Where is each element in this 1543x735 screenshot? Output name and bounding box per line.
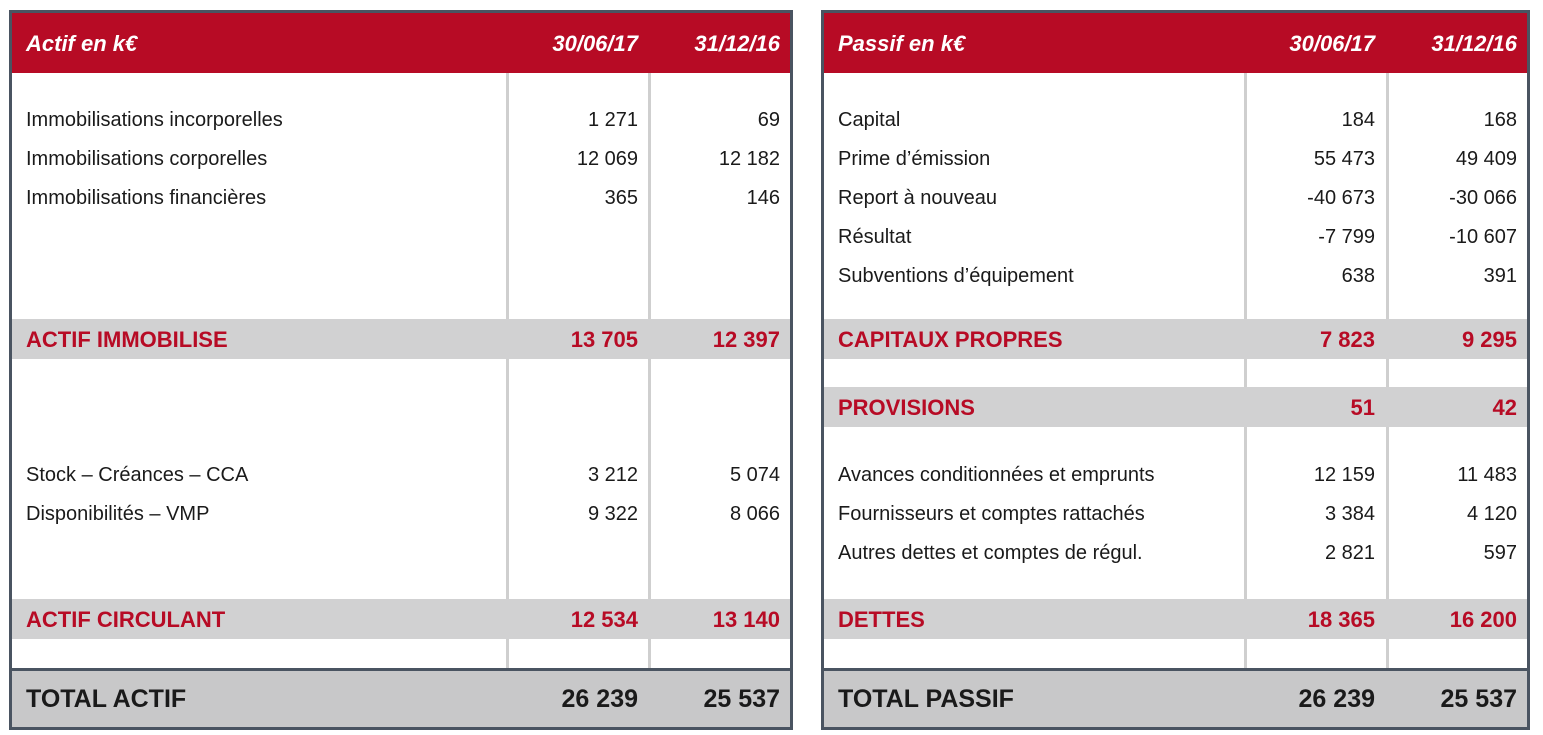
row-label: Capital bbox=[838, 109, 901, 131]
row-value-2: -30 066 bbox=[1449, 187, 1517, 209]
row-value-1: 184 bbox=[1341, 109, 1375, 131]
row-value-2: 8 066 bbox=[729, 503, 780, 525]
passif-header-date-2: 31/12/16 bbox=[1431, 31, 1517, 56]
subtotal-row bbox=[12, 319, 790, 359]
row-value-1: 55 473 bbox=[1313, 148, 1375, 170]
subtotal-row bbox=[824, 319, 1527, 359]
subtotal-row bbox=[824, 387, 1527, 427]
subtotal-label: PROVISIONS bbox=[838, 395, 975, 420]
subtotal-value-1: 7 823 bbox=[1319, 327, 1375, 352]
row-label: Subventions d’équipement bbox=[838, 265, 1074, 287]
row-value-1: 1 271 bbox=[587, 109, 638, 131]
row-value-2: 11 483 bbox=[1457, 464, 1517, 486]
row-value-2: 597 bbox=[1483, 542, 1517, 564]
passif-header-label: Passif en k€ bbox=[838, 31, 966, 56]
subtotal-row bbox=[824, 599, 1527, 639]
row-value-2: 49 409 bbox=[1455, 148, 1517, 170]
row-label: Immobilisations incorporelles bbox=[26, 109, 283, 131]
subtotal-value-2: 42 bbox=[1492, 395, 1517, 420]
row-value-1: 638 bbox=[1341, 265, 1375, 287]
row-label: Report à nouveau bbox=[838, 187, 998, 209]
row-value-1: 12 069 bbox=[576, 148, 638, 170]
row-label: Avances conditionnées et emprunts bbox=[838, 464, 1155, 486]
row-value-2: 4 120 bbox=[1466, 503, 1517, 525]
row-value-2: 168 bbox=[1483, 109, 1517, 131]
subtotal-value-1: 13 705 bbox=[570, 327, 638, 352]
actif-header bbox=[12, 13, 790, 73]
row-label: Prime d’émission bbox=[838, 148, 991, 170]
row-label: Stock – Créances – CCA bbox=[26, 464, 249, 486]
row-value-1: -7 799 bbox=[1318, 226, 1375, 248]
actif-header-label: Actif en k€ bbox=[26, 31, 138, 56]
row-value-1: 12 159 bbox=[1313, 464, 1375, 486]
subtotal-value-1: 51 bbox=[1350, 395, 1375, 420]
passif-table bbox=[821, 10, 1530, 730]
subtotal-label: ACTIF IMMOBILISE bbox=[26, 327, 228, 352]
subtotal-label: DETTES bbox=[838, 607, 925, 632]
total-value-2: 25 537 bbox=[703, 685, 780, 713]
total-label: TOTAL ACTIF bbox=[26, 685, 187, 713]
row-label: Fournisseurs et comptes rattachés bbox=[838, 503, 1145, 525]
total-row bbox=[12, 668, 790, 727]
actif-header-date-2: 31/12/16 bbox=[694, 31, 780, 56]
row-value-2: -10 607 bbox=[1449, 226, 1517, 248]
subtotal-value-2: 9 295 bbox=[1461, 327, 1517, 352]
row-value-1: 3 384 bbox=[1324, 503, 1375, 525]
row-value-2: 12 182 bbox=[718, 148, 780, 170]
subtotal-value-1: 12 534 bbox=[570, 607, 638, 632]
row-value-1: -40 673 bbox=[1307, 187, 1375, 209]
row-label: Immobilisations financières bbox=[26, 187, 267, 209]
row-value-1: 3 212 bbox=[587, 464, 638, 486]
total-value-2: 25 537 bbox=[1440, 685, 1517, 713]
passif-header bbox=[824, 13, 1527, 73]
row-value-1: 365 bbox=[604, 187, 638, 209]
total-value-1: 26 239 bbox=[561, 685, 638, 713]
row-value-2: 69 bbox=[757, 109, 780, 131]
row-label: Résultat bbox=[838, 226, 912, 248]
row-value-1: 9 322 bbox=[587, 503, 638, 525]
row-value-1: 2 821 bbox=[1324, 542, 1375, 564]
row-value-2: 391 bbox=[1483, 265, 1517, 287]
total-row bbox=[824, 668, 1527, 727]
row-label: Immobilisations corporelles bbox=[26, 148, 268, 170]
total-value-1: 26 239 bbox=[1298, 685, 1375, 713]
subtotal-label: ACTIF CIRCULANT bbox=[26, 607, 226, 632]
passif-header-date-1: 30/06/17 bbox=[1289, 31, 1375, 56]
subtotal-value-2: 12 397 bbox=[712, 327, 780, 352]
actif-table bbox=[9, 10, 793, 730]
actif-header-date-1: 30/06/17 bbox=[552, 31, 638, 56]
subtotal-value-2: 16 200 bbox=[1449, 607, 1517, 632]
subtotal-value-2: 13 140 bbox=[712, 607, 780, 632]
subtotal-label: CAPITAUX PROPRES bbox=[838, 327, 1063, 352]
row-label: Disponibilités – VMP bbox=[26, 503, 210, 525]
row-value-2: 146 bbox=[746, 187, 780, 209]
subtotal-value-1: 18 365 bbox=[1307, 607, 1375, 632]
row-value-2: 5 074 bbox=[729, 464, 780, 486]
total-label: TOTAL PASSIF bbox=[838, 685, 1014, 713]
row-label: Autres dettes et comptes de régul. bbox=[838, 542, 1143, 564]
subtotal-row bbox=[12, 599, 790, 639]
